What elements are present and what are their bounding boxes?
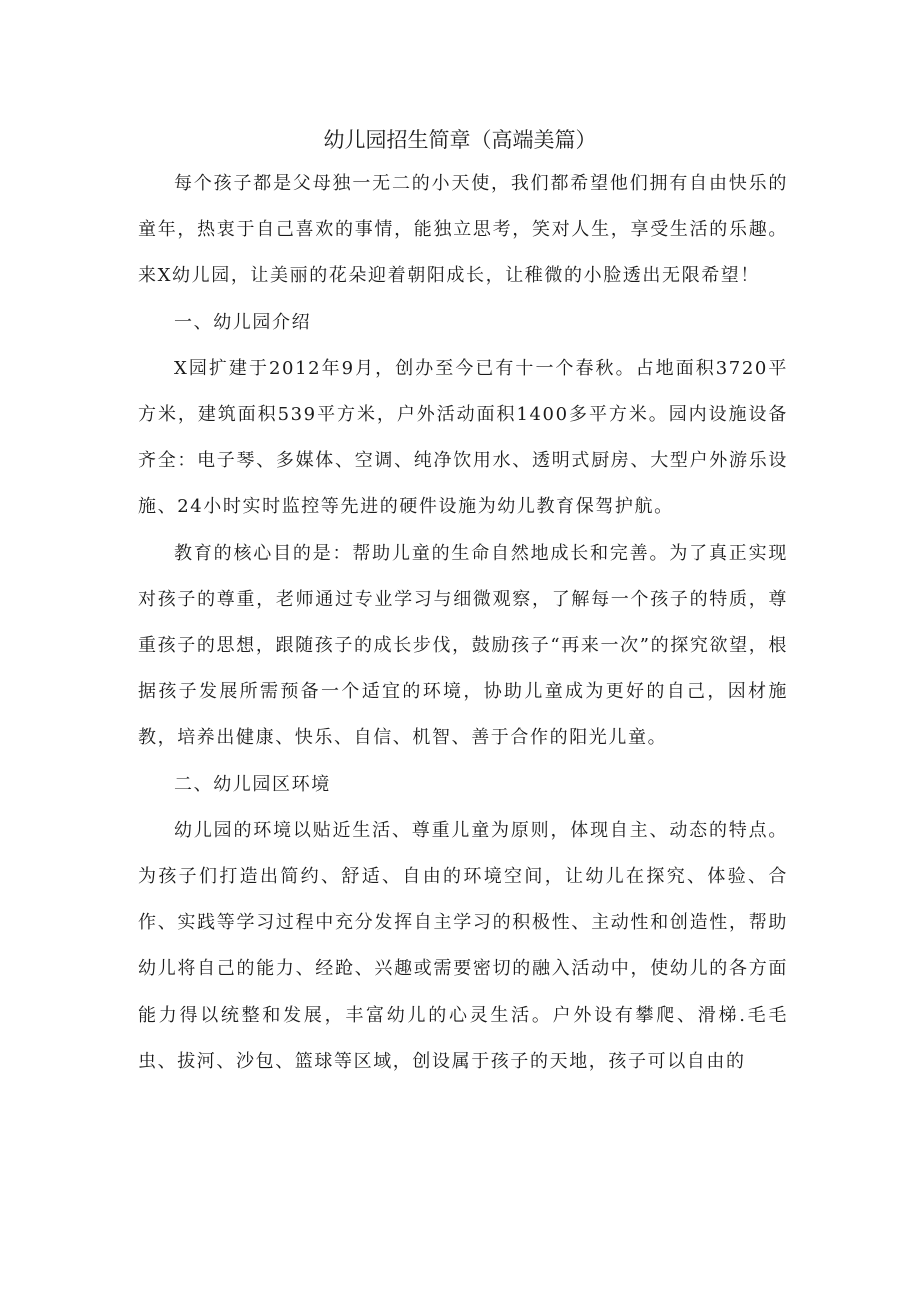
section-heading-environment: 二、幼儿园区环境 xyxy=(174,773,331,795)
intro-paragraph: 每个孩子都是父母独一无二的小天使，我们都希望他们拥有自由快乐的童年，热衷于自己喜欢的事情，能独立思考，笑对人生，享受生活的乐趣。来X幼儿园，让美丽的花朵迎着朝阳成长，让稚微的小脸透出无限希望！ xyxy=(138,173,788,287)
document-body xyxy=(138,161,788,1085)
environment-paragraph: 幼儿园的环境以贴近生活、尊重儿童为原则，体现自主、动态的特点。为孩子们打造出简约、舒适、自由的环境空间，让幼儿在探究、体验、合作、实践等学习过程中充分发挥自主学习的积极性、主动性和创造性，帮助幼儿将自己的能力、经跄、兴趣或需要密切的融入活动中，使幼儿的各方面能力得以统整和发展，丰富幼儿的心灵生活。户外设有攀爬、滑梯.毛毛虫、拔河、沙包、篮球等区域，创设属于孩子的天地，孩子可以自由的 xyxy=(138,819,788,1072)
document-title: 幼儿园招生简章（高端美篇） xyxy=(323,128,597,152)
section-heading-introduction: 一、幼儿园介绍 xyxy=(174,311,312,333)
facilities-paragraph: X园扩建于2012年9月，创办至今已有十一个春秋。占地面积3720平方米，建筑面积539平方米，户外活动面积1400多平方米。园内设施设备齐全：电子琴、多媒体、空调、纯净饮用水、透明式厨房、大型户外游乐设施、24小时实时监控等先进的硬件设施为幼儿教育保驾护航。 xyxy=(138,357,788,518)
education-paragraph: 教育的核心目的是：帮助儿童的生命自然地成长和完善。为了真正实现对孩子的尊重，老师通过专业学习与细微观察，了解每一个孩子的特质，尊重孩子的思想，跟随孩子的成长步伐，鼓励孩子“再来一次”的探究欲望，根据孩子发展所需预备一个适宜的环境，协助儿童成为更好的自己，因材施教，培养出健康、快乐、自信、机智、善于合作的阳光儿童。 xyxy=(138,542,788,749)
